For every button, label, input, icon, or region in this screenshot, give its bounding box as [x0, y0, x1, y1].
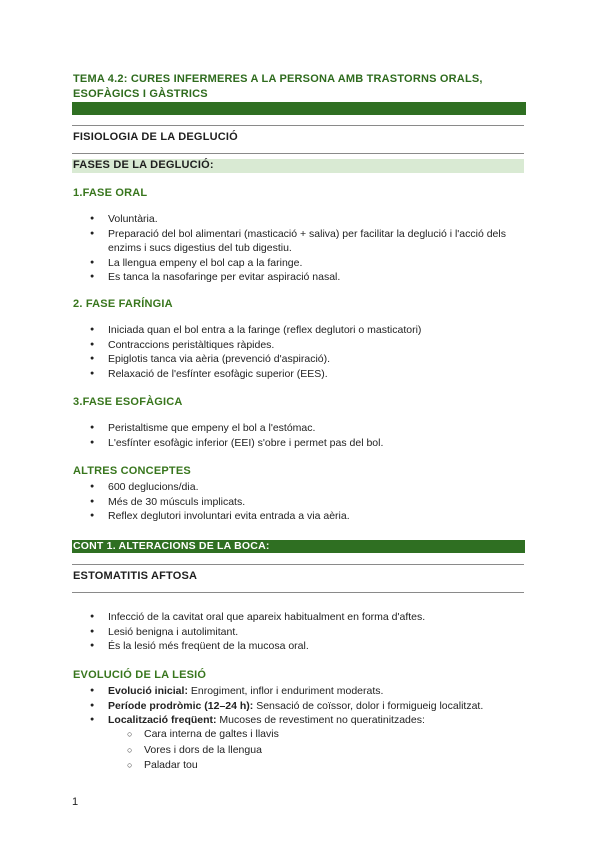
heading-cont-alteracions: CONT 1. ALTERACIONS DE LA BOCA: [73, 540, 270, 552]
list-item: ● Peristaltisme que empeny el bol a l'estómac. [90, 421, 530, 436]
heading-altres-conceptes: ALTRES CONCEPTES [73, 465, 191, 477]
list-item: ● Contraccions peristàltiques ràpides. [90, 338, 530, 353]
list-item [90, 684, 530, 699]
list-item: ● És la lesió més freqüent de la mucosa oral. [90, 639, 530, 654]
list-item: ● Voluntària. [90, 212, 530, 227]
list-estomatitis [90, 610, 530, 654]
heading-estomatitis-aftosa: ESTOMATITIS AFTOSA [73, 570, 198, 582]
item-label: Període prodròmic (12–24 h): [108, 699, 254, 712]
list-item [90, 713, 530, 728]
item-text: Mucoses de revestiment no queratinitzades: [216, 714, 425, 726]
sub-list-item: ○ Cara interna de galtes i llavis [127, 727, 507, 743]
heading-fase-faringia: 2. FASE FARÍNGIA [73, 298, 173, 310]
list-altres-conceptes [90, 480, 530, 524]
list-item: ● Epiglotis tanca via aèria (prevenció d'aspiració). [90, 352, 530, 367]
item-label: Evolució inicial: [108, 685, 188, 697]
document-title: TEMA 4.2: CURES INFERMERES A LA PERSONA AMB TRASTORNS ORALS, ESOFÀGICS I GÀSTRICS [73, 73, 483, 100]
list-item: ● 600 deglucions/dia. [90, 480, 530, 495]
divider-line [72, 153, 524, 154]
list-item: ● Infecció de la cavitat oral que apareix habitualment en forma d'aftes. [90, 610, 530, 625]
divider-line [72, 564, 524, 565]
list-item: ● La llengua empeny el bol cap a la faringe. [90, 256, 530, 271]
list-item: ● Reflex deglutori involuntari evita entrada a via aèria. [90, 509, 530, 524]
list-item: ● Preparació del bol alimentari (masticació + saliva) per facilitar la deglució i l'acció dels enzims i sucs digestius del tub digestiu. [90, 227, 530, 256]
list-item: ● Més de 30 músculs implicats. [90, 495, 530, 510]
sub-list-item: ○ Vores i dors de la llengua [127, 743, 507, 759]
list-evolucio [90, 684, 530, 728]
item-text: Enrogiment, inflor i enduriment moderats. [187, 685, 384, 697]
sublist-localitzacio [127, 727, 507, 774]
heading-fase-esofagica: 3.FASE ESOFÀGICA [73, 396, 183, 408]
list-item: ● Relaxació de l'esfínter esofàgic superior (EES). [90, 367, 530, 382]
divider-line [72, 125, 524, 126]
list-item [90, 699, 530, 714]
list-item: ● L'esfínter esofàgic inferior (EEI) s'obre i permet pas del bol. [90, 436, 530, 451]
list-fase-esofagica [90, 421, 530, 450]
list-item: ● Lesió benigna i autolimitant. [90, 625, 530, 640]
item-text: Sensació de coïssor, dolor i formigueig localitzat. [253, 699, 484, 712]
heading-fases: FASES DE LA DEGLUCIÓ: [73, 159, 214, 171]
list-item: ● Iniciada quan el bol entra a la faringe (reflex deglutori o masticatori) [90, 323, 530, 338]
list-fase-oral [90, 212, 530, 285]
heading-fisiologia: FISIOLOGIA DE LA DEGLUCIÓ [73, 131, 238, 143]
divider-line [72, 592, 524, 593]
list-item: ● Es tanca la nasofaringe per evitar aspiració nasal. [90, 270, 530, 285]
page-number: 1 [72, 796, 79, 808]
heading-evolucio-lesio: EVOLUCIÓ DE LA LESIÓ [73, 669, 207, 681]
item-label: Localització freqüent: [108, 714, 217, 726]
title-green-bar [72, 102, 526, 115]
sub-list-item: ○ Paladar tou [127, 758, 507, 774]
heading-fase-oral: 1.FASE ORAL [73, 187, 148, 199]
list-fase-faringia [90, 323, 530, 381]
